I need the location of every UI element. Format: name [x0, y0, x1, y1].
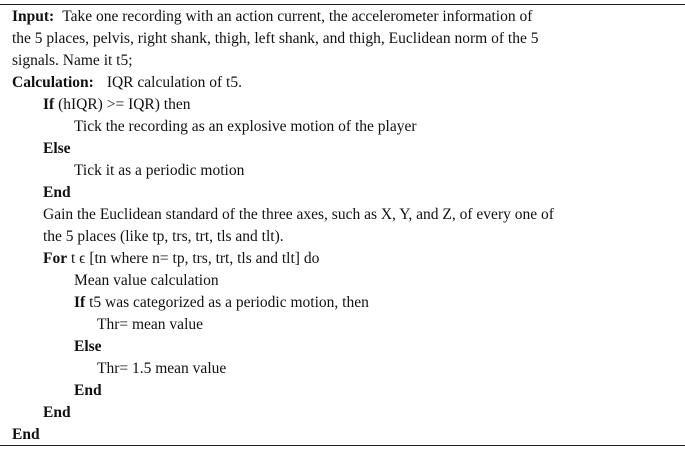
else-line-2 — [0, 336, 685, 358]
if-line-1 — [0, 94, 685, 116]
for-text: t ϵ [tn where n= tp, trs, trt, tls and tlt] do — [70, 250, 320, 267]
input-line-2 — [0, 28, 685, 50]
end-if-keyword-2: End — [74, 382, 102, 399]
end-main-keyword: End — [12, 426, 40, 443]
input-text-1: Take one recording with an action current, the accelerometer information of — [62, 8, 533, 25]
else-keyword-2: Else — [74, 338, 102, 355]
gain-text-2: the 5 places (like tp, trs, trt, tls and tlt). — [43, 228, 284, 245]
input-line-1 — [0, 6, 685, 28]
gain-line-2 — [0, 226, 685, 248]
end-if-line-2 — [0, 380, 685, 402]
else-body-1: Tick it as a periodic motion — [74, 162, 245, 179]
else-body-line-2 — [0, 358, 685, 380]
end-for-keyword: End — [43, 404, 71, 421]
top-rule — [0, 4, 685, 5]
if-body-1: Tick the recording as an explosive motion of the player — [74, 118, 417, 135]
end-if-keyword-1: End — [43, 184, 71, 201]
end-if-line-1 — [0, 182, 685, 204]
for-keyword: For — [43, 250, 68, 267]
if-condition-2: t5 was categorized as a periodic motion, then — [89, 294, 369, 311]
else-line-1 — [0, 138, 685, 160]
end-for-line — [0, 402, 685, 424]
bottom-rule — [0, 445, 685, 446]
input-text-3: signals. Name it t5; — [12, 52, 133, 69]
if-keyword-1: If — [43, 96, 55, 113]
mean-line — [0, 270, 685, 292]
calculation-text: IQR calculation of t5. — [106, 74, 242, 91]
input-text-2: the 5 places, pelvis, right shank, thigh, left shank, and thigh, Euclidean norm of the 5 — [12, 30, 539, 47]
input-keyword: Input: — [12, 8, 55, 25]
if-body-line-2 — [0, 314, 685, 336]
if-condition-1: (hIQR) >= IQR) then — [58, 96, 191, 113]
gain-line-1 — [0, 204, 685, 226]
calculation-keyword: Calculation: — [12, 74, 94, 91]
calculation-line — [0, 72, 685, 94]
algorithm-lines — [0, 6, 685, 446]
if-keyword-2: If — [74, 294, 86, 311]
mean-text: Mean value calculation — [74, 272, 219, 289]
input-line-3 — [0, 50, 685, 72]
if-body-2: Thr= mean value — [97, 316, 204, 333]
else-body-line-1 — [0, 160, 685, 182]
for-line — [0, 248, 685, 270]
if-body-line-1 — [0, 116, 685, 138]
else-keyword-1: Else — [43, 140, 71, 157]
else-body-2: Thr= 1.5 mean value — [97, 360, 227, 377]
if-line-2 — [0, 292, 685, 314]
end-main-line — [0, 424, 685, 446]
gain-text-1: Gain the Euclidean standard of the three axes, such as X, Y, and Z, of every one of — [43, 206, 554, 223]
